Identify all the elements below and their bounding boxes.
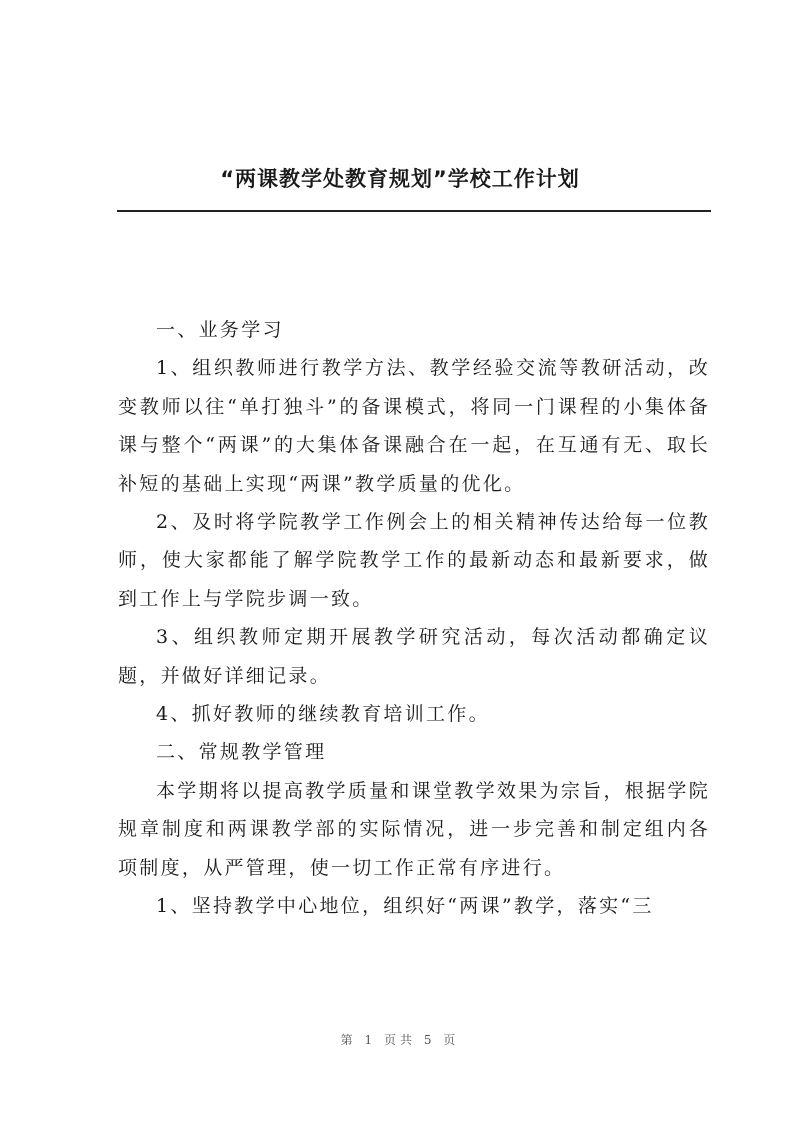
footer-label-pages: 页 [443,1033,460,1047]
title-underline [117,210,711,212]
footer-label-page: 第 [340,1033,357,1047]
paragraph: 1、组织教师进行教学方法、教学经验交流等教研活动，改变教师以往“单打独斗”的备课模式，将同一门课程的小集体备课与整个“两课”的大集体备课融合在一起，在互通有无、取长补短的基础上实现“两课”教学质量的优化。 [118,357,710,495]
section-heading-business-study: 一、业务学习 [156,319,284,341]
paragraph: 1、坚持教学中心地位，组织好“两课”教学，落实“三 [156,895,654,918]
paragraph: 2、及时将学院教学工作例会上的相关精神传达给每一位教师，使大家都能了解学院教学工作的最新动态和最新要求，做到工作上与学院步调一致。 [118,511,710,610]
section-heading-routine-management: 二、常规教学管理 [156,741,327,764]
paragraph: 3、组织教师定期开展教学研究活动，每次活动都确定议题，并做好详细记录。 [118,626,710,687]
page-footer [0,1031,800,1048]
document-body [118,311,710,926]
footer-label-of: 页共 [383,1033,416,1047]
paragraph: 4、抓好教师的继续教育培训工作。 [156,703,490,726]
paragraph: 本学期将以提高教学质量和课堂教学效果为宗旨，根据学院规章制度和两课教学部的实际情况，进一步完善和制定组内各项制度，从严管理，使一切工作正常有序进行。 [118,779,710,879]
footer-total-pages: 5 [423,1033,436,1047]
footer-current-page: 1 [364,1033,377,1047]
document-title: “两课教学处教育规划”学校工作计划 [220,167,580,191]
